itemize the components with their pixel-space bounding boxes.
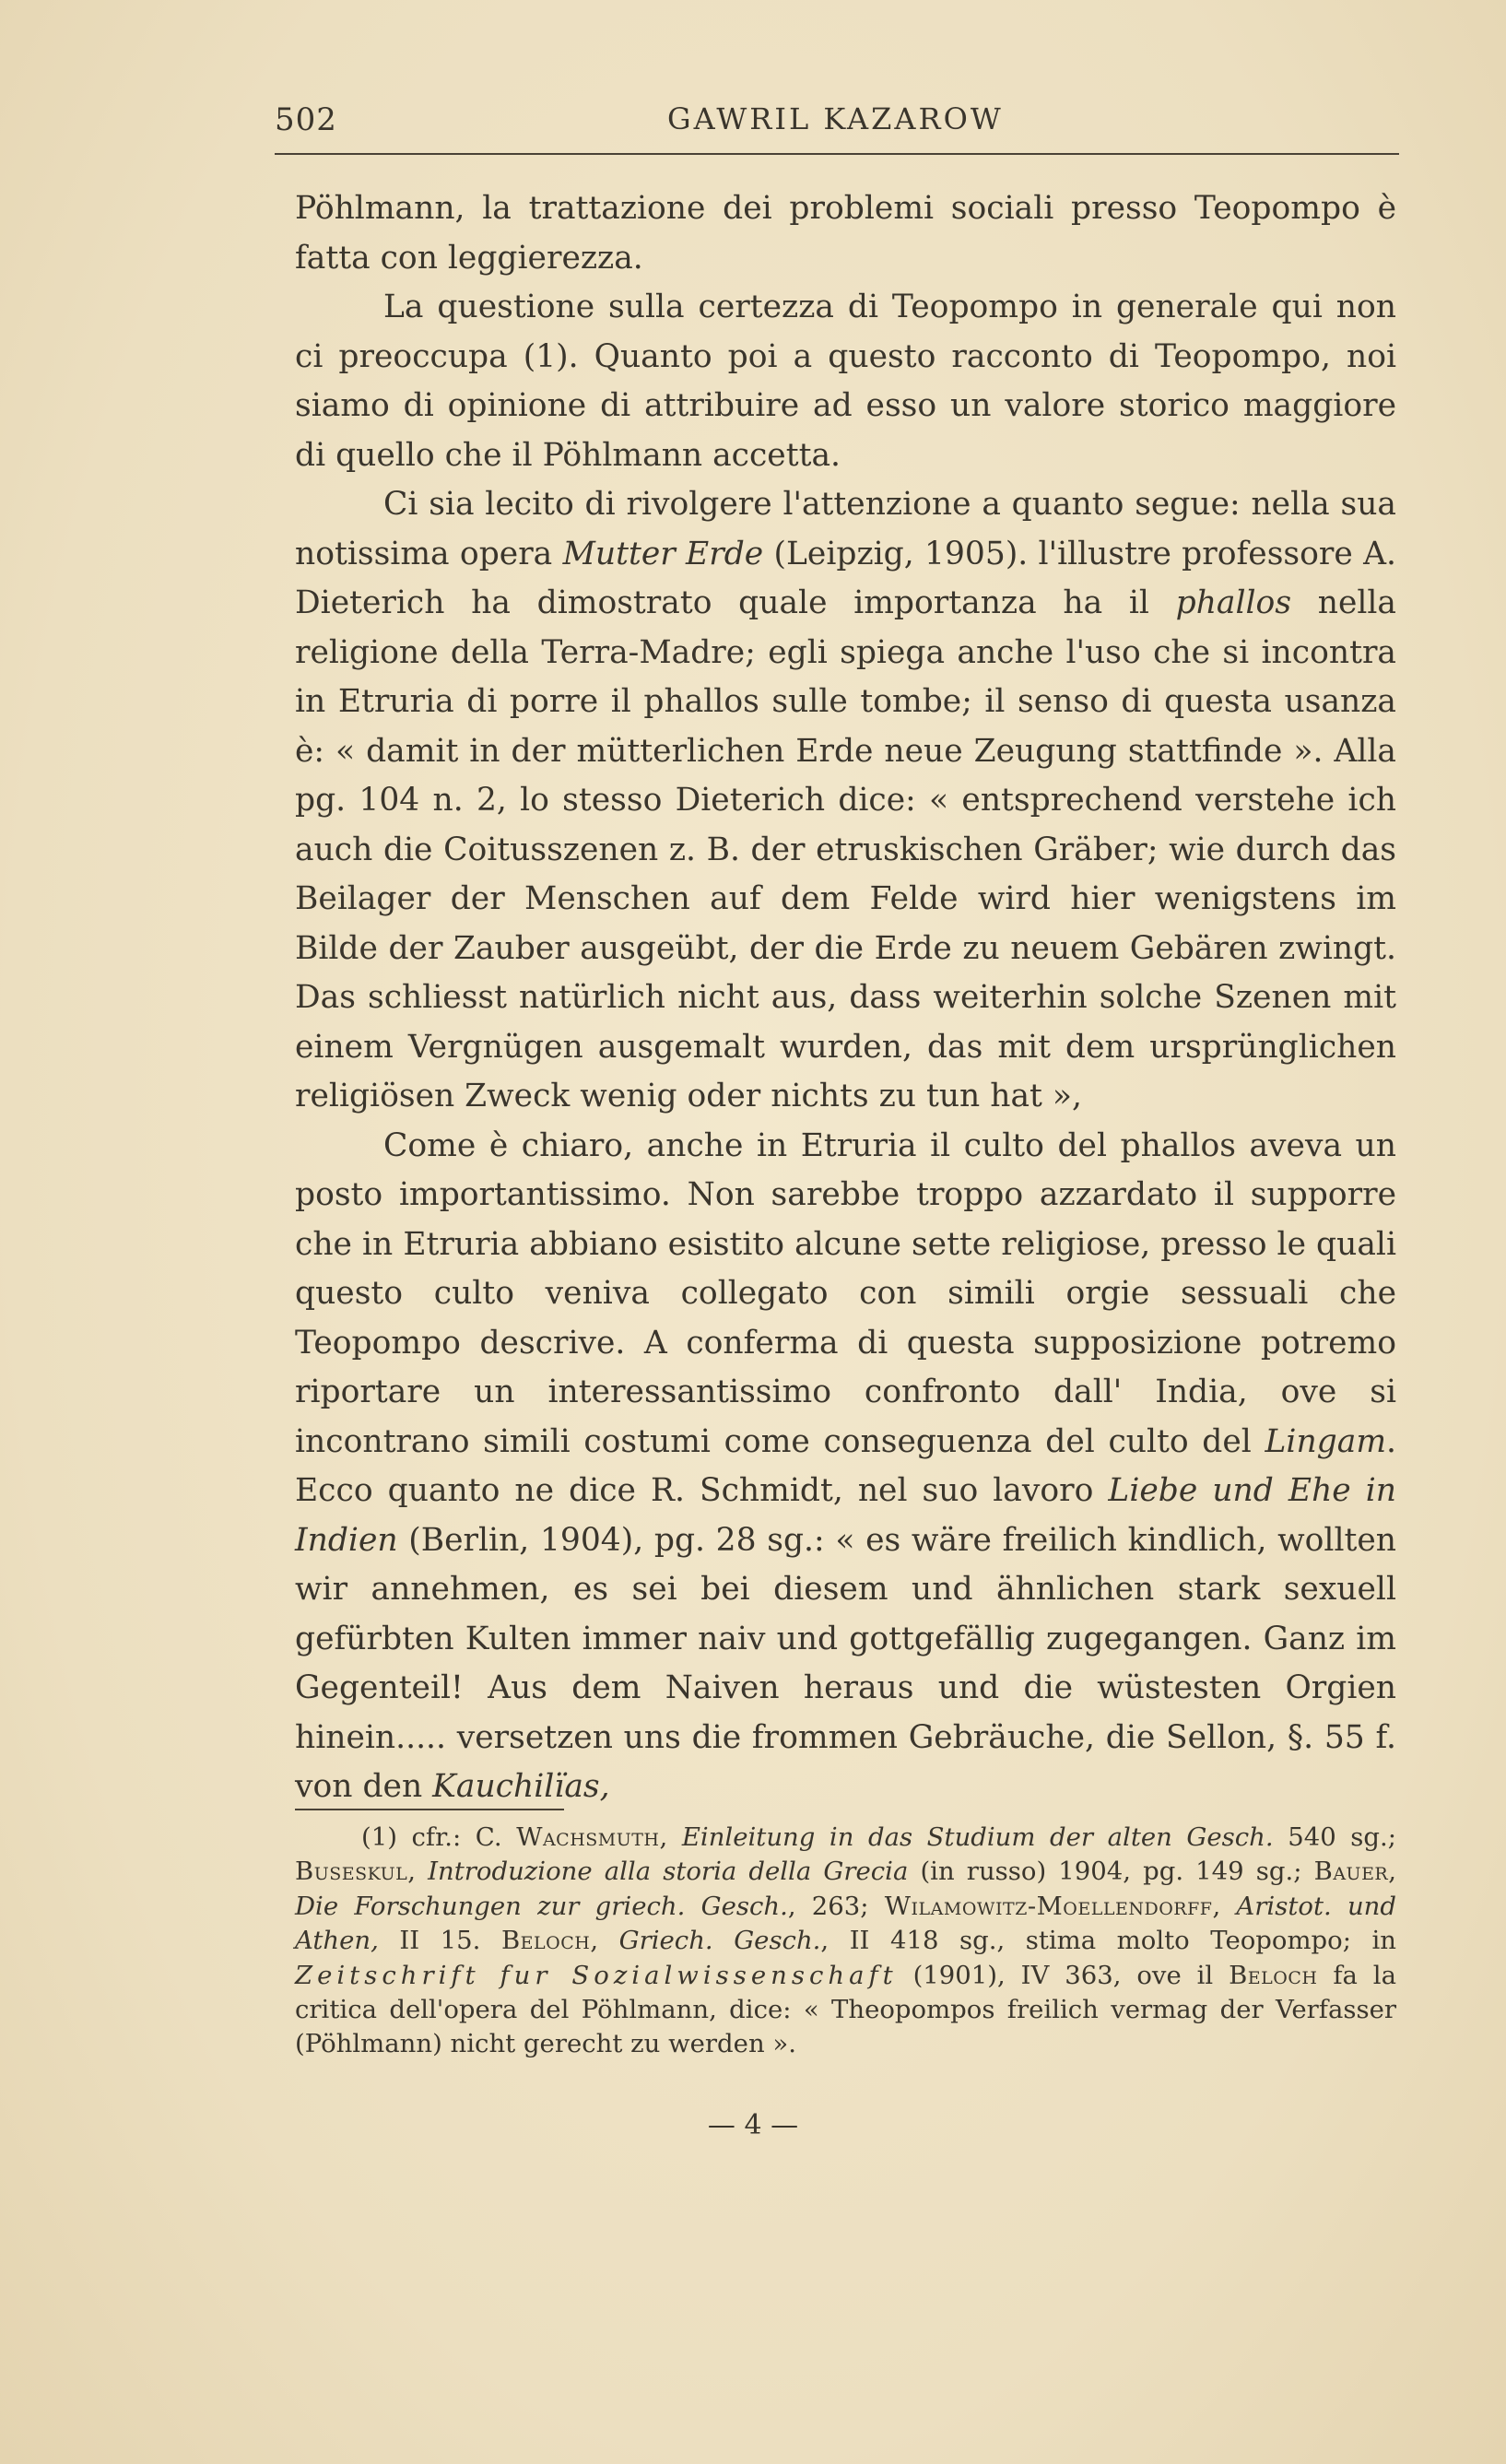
emphasis: Kauchilïas,: [432, 1768, 610, 1805]
text-run: . Ecco quanto ne dice R. Schmidt, nel suo lavoro: [295, 1422, 1396, 1509]
emphasis: phallos: [1175, 584, 1292, 621]
paragraph: [295, 184, 1396, 283]
text-run: ,: [1212, 1891, 1237, 1921]
paragraph: [295, 480, 1396, 1122]
header-rule: [275, 153, 1399, 155]
text-run: (Leipzig, 1905). l'illustre professore A. Dieterich ha dimostrato quale importanza ha il: [295, 535, 1396, 621]
text-run: ,: [407, 1857, 429, 1887]
book-title: Introduzione alla storia della Grecia: [428, 1857, 909, 1887]
author-name: Bauer: [1313, 1857, 1389, 1887]
body-text: [295, 184, 1396, 1812]
author-name: Wilamowitz-Moellendorff: [884, 1891, 1213, 1921]
paragraph: [295, 1122, 1396, 1812]
text-run: (in russo) 1904, pg. 149 sg.;: [908, 1857, 1314, 1887]
text-run: , II 418 sg., stima molto Teopompo; in: [820, 1926, 1397, 1956]
journal-title: Zeitschrift fur Sozialwissenschaft: [295, 1960, 898, 1990]
author-name: Beloch: [500, 1926, 591, 1956]
book-title: Aristot. und Athen,: [295, 1891, 1396, 1956]
text-run: ,: [659, 1822, 682, 1852]
text-run: II 15.: [378, 1926, 501, 1956]
book-title: Einleitung in das Studium der alten Gesch.: [681, 1822, 1274, 1852]
page-number: 502: [275, 101, 337, 138]
paragraph: [295, 283, 1396, 480]
text-run: ,: [1388, 1857, 1396, 1887]
book-title: Mutter Erde: [562, 535, 764, 572]
running-title: GAWRIL KAZAROW: [667, 101, 1004, 136]
folio: — 4 —: [707, 2109, 799, 2141]
text-run: Ci sia lecito di rivolgere l'attenzione a quanto segue: nella sua notissima opera: [295, 486, 1396, 572]
text-run: 540 sg.;: [1273, 1822, 1396, 1852]
text-run: (Berlin, 1904), pg. 28 sg.: « es wäre freilich kindlich, wollten wir annehmen, es sei bei diesem und ähnlichen stark sexuell gefürbten Kulten immer naiv und gottgefällig zugegangen. Ganz im Gegenteil! Aus dem Naiven heraus und die wüstesten Orgien hinein..... versetzen uns die frommen Gebräuche, die Sellon, §. 55 f. von den: [295, 1521, 1396, 1805]
text-run: ,: [590, 1926, 619, 1956]
text-run: (1) cfr.: C.: [361, 1822, 517, 1852]
paragraph-text: La questione sulla certezza di Teopompo in generale qui non ci preoccupa (1). Quanto poi a questo racconto di Teopompo, noi siamo di opinione di attribuire ad esso un valore storico maggiore di quello che il Pöhlmann accetta.: [295, 289, 1396, 474]
footnote-rule: [295, 1809, 564, 1810]
text-run: Come è chiaro, anche in Etruria il culto del phallos aveva un posto importantissimo. Non sarebbe troppo azzardato il supporre che in Etruria abbiano esistito alcune sette religiose, presso le quali questo culto veniva collegato con simili orgie sessuali che Teopompo descrive. A conferma di questa supposizione potremo riportare un interessantissimo confronto dall' India, ove si incontrano simili costumi come conseguenza del culto del: [295, 1126, 1396, 1460]
book-title: Griech. Gesch.: [618, 1926, 821, 1956]
author-name: Buseskul: [295, 1857, 408, 1887]
book-title: Die Forschungen zur griech. Gesch.: [295, 1891, 788, 1921]
text-run: (1901), IV 363, ove il: [897, 1960, 1230, 1990]
text-run: nella religione della Terra-Madre; egli spiega anche l'uso che si incontra in Etruria di porre il phallos sulle tombe; il senso di questa usanza è: « damit in der mütterlichen Erde neue Zeugung stattfinde ». Alla pg. 104 n. 2, lo stesso Dieterich dice: « entsprechend verstehe ich auch die Coitusszenen z. B. der etruskischen Gräber; wie durch das Beilager der Menschen auf dem Felde wird hier wenigstens im Bilde der Zauber ausgeübt, der die Erde zu neuem Gebären zwingt. Das schliesst natürlich nicht aus, dass weiterhin solche Szenen mit einem Vergnügen ausgemalt wurden, das mit dem ursprünglichen religiösen Zweck wenig oder nichts zu tun hat »,: [295, 584, 1396, 1114]
book-title: Liebe und Ehe in Indien: [295, 1472, 1396, 1559]
text-run: , 263;: [787, 1891, 885, 1921]
paragraph-text: Pöhlmann, la trattazione dei problemi sociali presso Teopompo è fatta con leggierezza.: [295, 190, 1396, 277]
footnote: [295, 1821, 1396, 2062]
author-name: Wachsmuth: [516, 1822, 660, 1852]
page-header: [275, 101, 1399, 149]
author-name: Beloch: [1229, 1960, 1318, 1990]
text-run: fa la critica dell'opera del Pöhlmann, dice: « Theopompos freilich vermag der Verfasser (Pöhlmann) nicht gerecht zu werden ».: [295, 1960, 1396, 2059]
emphasis: Lingam: [1265, 1422, 1387, 1460]
